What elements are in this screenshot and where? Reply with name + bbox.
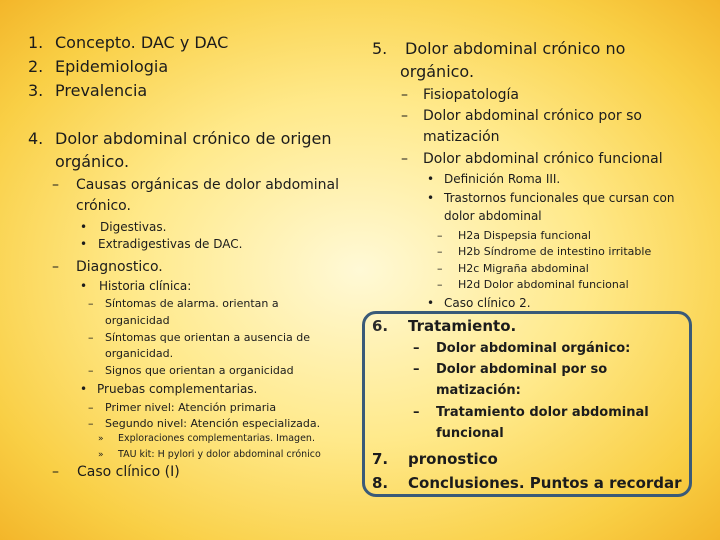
- tratamiento-1-dash: –: [413, 341, 420, 356]
- funcional-sub-1-bullet: •: [427, 172, 435, 186]
- historia-item-1-line1: Síntomas de alarma. orientan a: [105, 297, 279, 310]
- item-5-sub-2-line2: matización: [423, 129, 500, 145]
- pruebas-sub-1-text: Exploraciones complementarias. Imagen.: [118, 433, 315, 444]
- pruebas-item-2-dash: –: [88, 417, 94, 430]
- item-5-sub-1-text: Fisiopatología: [423, 87, 520, 103]
- item-5-number: 5.: [372, 39, 388, 58]
- item-4-number: 4.: [28, 129, 44, 148]
- funcional-sub-1-text: Definición Roma III.: [444, 172, 561, 186]
- tratamiento-highlight-box: [362, 311, 692, 497]
- trastorno-4-dash: –: [437, 278, 443, 291]
- trastorno-1-text: H2a Dispepsia funcional: [458, 229, 591, 242]
- caso-text: Caso clínico (I): [77, 464, 180, 480]
- item-1-number: 1.: [28, 33, 44, 52]
- trastorno-2-dash: –: [437, 245, 443, 258]
- historia-bullet: •: [80, 279, 88, 293]
- causas-sub-1-text: Digestivas.: [100, 220, 167, 234]
- caso-dash: –: [52, 464, 59, 480]
- item-6-number: 6.: [372, 317, 389, 335]
- pruebas-item-2-text: Segundo nivel: Atención especializada.: [105, 417, 321, 430]
- item-5-sub-3-dash: –: [401, 151, 408, 167]
- pruebas-item-1-text: Primer nivel: Atención primaria: [105, 401, 277, 414]
- item-2-number: 2.: [28, 57, 44, 76]
- historia-text: Historia clínica:: [99, 279, 192, 293]
- historia-item-2-line1: Síntomas que orientan a ausencia de: [105, 331, 311, 344]
- item-5-sub-1-dash: –: [401, 87, 408, 103]
- item-1-text: Concepto. DAC y DAC: [55, 33, 229, 52]
- item-5-sub-2-line1: Dolor abdominal crónico por so: [423, 108, 642, 124]
- item-8-number: 8.: [372, 474, 389, 492]
- item-4-line2: orgánico.: [55, 152, 130, 171]
- causas-sub-2-text: Extradigestivas de DAC.: [98, 237, 243, 251]
- causas-dash: –: [52, 177, 59, 193]
- item-3-text: Prevalencia: [55, 81, 148, 100]
- item-5-sub-3-text: Dolor abdominal crónico funcional: [423, 151, 663, 167]
- item-3-number: 3.: [28, 81, 44, 100]
- tratamiento-2-line2: matización:: [436, 383, 521, 398]
- funcional-sub-2-bullet: •: [427, 191, 435, 205]
- trastorno-1-dash: –: [437, 229, 443, 242]
- item-5-line1: Dolor abdominal crónico no: [405, 39, 626, 58]
- tratamiento-3-line2: funcional: [436, 426, 504, 441]
- caso-2-text: Caso clínico 2.: [444, 296, 531, 310]
- trastorno-4-text: H2d Dolor abdominal funcional: [458, 278, 629, 291]
- diagnostico-label: Diagnostico.: [76, 259, 163, 275]
- caso-2-bullet: •: [427, 296, 435, 310]
- item-4-line1: Dolor abdominal crónico de origen: [55, 129, 332, 148]
- pruebas-sub-2-bullet: »: [98, 450, 104, 460]
- historia-item-2-line2: organicidad.: [105, 347, 174, 360]
- tratamiento-2-line1: Dolor abdominal por so: [436, 362, 608, 377]
- tratamiento-2-dash: –: [413, 362, 420, 377]
- item-2-text: Epidemiologia: [55, 57, 169, 76]
- pruebas-sub-2-text: TAU kit: H pylori y dolor abdominal crónico: [118, 449, 321, 460]
- funcional-sub-2-line1: Trastornos funcionales que cursan con: [444, 191, 675, 205]
- item-5-line2: orgánico.: [400, 62, 475, 81]
- item-6-text: Tratamiento.: [408, 317, 517, 335]
- funcional-sub-2-line2: dolor abdominal: [444, 209, 542, 223]
- pruebas-bullet: •: [80, 382, 88, 396]
- pruebas-text: Pruebas complementarias.: [97, 382, 258, 396]
- item-7-number: 7.: [372, 450, 389, 468]
- pruebas-sub-1-bullet: »: [98, 434, 104, 444]
- trastorno-3-text: H2c Migraña abdominal: [458, 262, 589, 275]
- causas-line1: Causas orgánicas de dolor abdominal: [76, 177, 340, 193]
- tratamiento-3-dash: –: [413, 405, 420, 420]
- trastorno-3-dash: –: [437, 262, 443, 275]
- historia-item-3-line1: Signos que orientan a organicidad: [105, 364, 294, 377]
- causas-sub-2-bullet: •: [80, 237, 88, 251]
- item-5-sub-2-dash: –: [401, 108, 408, 124]
- historia-item-2-dash: –: [88, 331, 94, 344]
- diagnostico-dash: –: [52, 259, 59, 275]
- pruebas-item-1-dash: –: [88, 401, 94, 414]
- trastorno-2-text: H2b Síndrome de intestino irritable: [458, 245, 652, 258]
- historia-item-1-line2: organicidad: [105, 314, 170, 327]
- tratamiento-1-text: Dolor abdominal orgánico:: [436, 341, 631, 356]
- item-7-text: pronostico: [408, 450, 498, 468]
- causas-sub-1-bullet: •: [80, 220, 88, 234]
- tratamiento-3-line1: Tratamiento dolor abdominal: [436, 405, 649, 420]
- causas-line2: crónico.: [76, 198, 131, 214]
- historia-item-1-dash: –: [88, 297, 94, 310]
- historia-item-3-dash: –: [88, 364, 94, 377]
- item-8-text: Conclusiones. Puntos a recordar: [408, 474, 682, 492]
